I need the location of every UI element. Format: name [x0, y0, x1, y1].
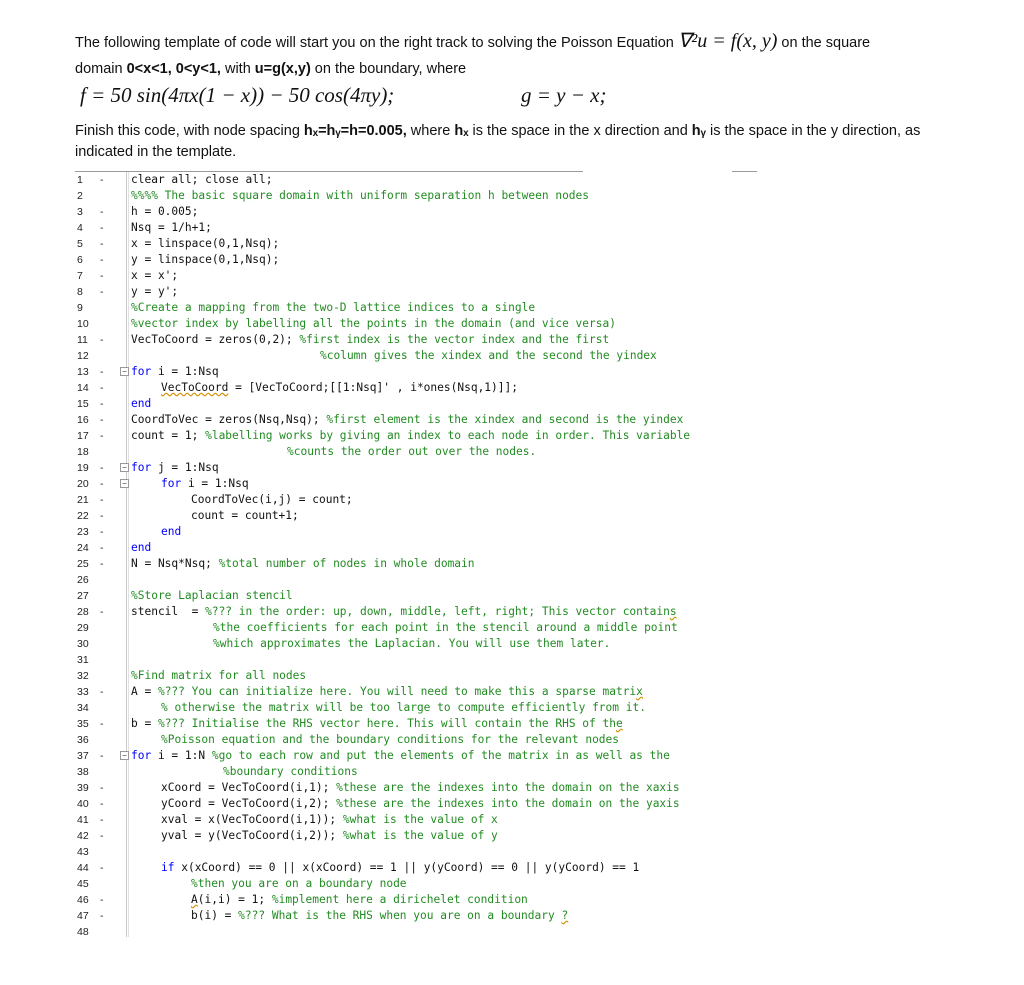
code-text: h = 0.005; [131, 205, 199, 218]
code-token: xCoord = VecToCoord(i,1); [161, 781, 337, 794]
code-line [75, 204, 775, 220]
line-number: 5 [77, 238, 83, 250]
code-text [131, 412, 683, 428]
code-text [131, 748, 670, 764]
code-editor[interactable] [75, 172, 775, 937]
comment-text: %implement here a dirichelet condition [271, 893, 528, 906]
comment-text: %Store Laplacian stencil [131, 589, 293, 602]
comment-text: %go to each row and put the elements of the matrix in as well as the [211, 749, 670, 762]
code-line [75, 828, 775, 844]
line-number: 21 [77, 494, 89, 506]
comment-text: % otherwise the matrix will be too large to compute efficiently from it. [161, 701, 646, 714]
code-token: i = 1:Nsq [151, 365, 219, 378]
code-line [75, 284, 775, 300]
code-line [75, 252, 775, 268]
line-number: 23 [77, 526, 89, 538]
line-number: 43 [77, 846, 89, 858]
comment-text: %the coefficients for each point in the stencil around a middle point [213, 621, 678, 634]
intro-text: on the square [777, 35, 871, 51]
line-number: 35 [77, 718, 89, 730]
line-number: 38 [77, 766, 89, 778]
keyword: if [161, 861, 175, 874]
finish-line-1 [75, 121, 920, 141]
line-number: 46 [77, 894, 89, 906]
code-text [131, 428, 690, 444]
intro-text: is the space in the y direction, as [705, 123, 921, 139]
code-text [131, 172, 272, 188]
code-line [75, 492, 775, 508]
code-text [161, 380, 518, 396]
line-number: 12 [77, 350, 89, 362]
code-text: x = x'; [131, 269, 179, 282]
comment-text: %Poisson equation and the boundary conditions for the relevant nodes [161, 733, 620, 746]
comment-text: %what is the value of y [342, 829, 498, 842]
code-token: i = 1:N [151, 749, 212, 762]
breakpoint-marker: - [100, 206, 104, 218]
comment-text: s [669, 605, 677, 618]
code-line [75, 572, 775, 588]
code-line [75, 764, 775, 780]
code-text: x = linspace(0,1,Nsq); [131, 237, 280, 250]
intro-text: domain [75, 61, 127, 77]
breakpoint-marker: - [100, 686, 104, 698]
code-text: CoordToVec(i,j) = count; [191, 493, 353, 506]
code-line [75, 636, 775, 652]
comment-text: %what is the value of x [342, 813, 498, 826]
code-line [75, 556, 775, 572]
hx-label: hₓ [454, 123, 469, 139]
code-line [75, 844, 775, 860]
code-token: VecToCoord [161, 381, 229, 394]
code-line [75, 716, 775, 732]
breakpoint-marker: - [100, 494, 104, 506]
line-number: 44 [77, 862, 89, 874]
code-text [161, 476, 249, 492]
breakpoint-marker: - [100, 542, 104, 554]
fold-collapse-icon[interactable]: − [120, 479, 129, 488]
code-token: i = 1:Nsq [181, 477, 249, 490]
line-number: 39 [77, 782, 89, 794]
code-token: yval = y(VecToCoord(i,2)); [161, 829, 343, 842]
fold-collapse-icon[interactable]: − [120, 463, 129, 472]
line-number: 29 [77, 622, 89, 634]
comment-text: %%%% The basic square domain with uniform separation h between nodes [131, 189, 590, 202]
breakpoint-marker: - [100, 382, 104, 394]
code-token: VecToCoord = zeros(0,2); [131, 333, 300, 346]
intro-text: on the boundary, where [310, 61, 467, 77]
code-token: b(i) = [191, 909, 239, 922]
breakpoint-marker: - [100, 782, 104, 794]
code-text: y = y'; [131, 285, 179, 298]
breakpoint-marker: - [100, 830, 104, 842]
intro-text: with [220, 61, 255, 77]
line-number: 41 [77, 814, 89, 826]
line-number: 6 [77, 254, 83, 266]
breakpoint-marker: - [100, 750, 104, 762]
line-number: 33 [77, 686, 89, 698]
comment-text: %first index is the vector index and the first [299, 333, 610, 346]
line-number: 27 [77, 590, 89, 602]
code-line [75, 172, 775, 188]
code-line [75, 524, 775, 540]
code-text [161, 828, 498, 844]
line-number: 34 [77, 702, 89, 714]
line-number: 24 [77, 542, 89, 554]
comment-text: x [636, 685, 643, 698]
line-number: 18 [77, 446, 89, 458]
breakpoint-marker: - [100, 798, 104, 810]
keyword: for [161, 477, 182, 490]
code-line [75, 476, 775, 492]
intro-line-1 [75, 31, 870, 53]
code-line [75, 684, 775, 700]
comment-text: e [615, 717, 623, 730]
code-token: CoordToVec = zeros(Nsq,Nsq); [131, 413, 327, 426]
line-number: 10 [77, 318, 89, 330]
breakpoint-marker: - [100, 718, 104, 730]
breakpoint-marker: - [100, 398, 104, 410]
comment-text: %which approximates the Laplacian. You will use them later. [213, 637, 611, 650]
comment-text: %??? in the order: up, down, middle, left, right; This vector contain [205, 605, 670, 618]
comment-text: %??? What is the RHS when you are on a boundary [238, 909, 562, 922]
line-number: 20 [77, 478, 89, 490]
code-line [75, 780, 775, 796]
equation-g: g = y − x; [521, 83, 607, 107]
breakpoint-marker: - [100, 526, 104, 538]
line-number: 1 [77, 174, 83, 186]
code-line [75, 860, 775, 876]
breakpoint-marker: - [100, 286, 104, 298]
line-number: 8 [77, 286, 83, 298]
comment-text: %vector index by labelling all the points in the domain (and vice versa) [131, 317, 616, 330]
line-number: 17 [77, 430, 89, 442]
code-token: = [VecToCoord;[[1:Nsq]' , i*ones(Nsq,1)]]; [228, 381, 518, 394]
line-number: 25 [77, 558, 89, 570]
line-number: 48 [77, 926, 89, 938]
hy-label: hᵧ [691, 123, 706, 139]
code-line [75, 412, 775, 428]
code-text [131, 364, 219, 380]
code-token: N = Nsq*Nsq; [131, 557, 219, 570]
code-line [75, 508, 775, 524]
code-line [75, 892, 775, 908]
code-token: A [191, 893, 198, 906]
fold-collapse-icon[interactable]: − [120, 367, 129, 376]
intro-text: The following template of code will start you on the right track to solving the Poisson Equation [75, 35, 678, 51]
domain-spec: 0<x<1, 0<y<1, [126, 61, 221, 77]
code-line [75, 924, 775, 940]
code-text [131, 460, 219, 476]
line-number: 16 [77, 414, 89, 426]
code-token: count = 1; [131, 429, 206, 442]
code-line [75, 364, 775, 380]
code-token: clear all; close all; [131, 173, 273, 186]
line-number: 36 [77, 734, 89, 746]
breakpoint-marker: - [100, 894, 104, 906]
code-text: Nsq = 1/h+1; [131, 221, 212, 234]
intro-text: is the space in the x direction and [468, 123, 692, 139]
intro-text: where [406, 123, 455, 139]
line-number: 26 [77, 574, 89, 586]
code-line [75, 396, 775, 412]
comment-text: ? [561, 909, 569, 922]
line-number: 19 [77, 462, 89, 474]
line-number: 42 [77, 830, 89, 842]
line-number: 4 [77, 222, 83, 234]
code-line [75, 604, 775, 620]
code-text [131, 604, 677, 620]
equation-f: f = 50 sin(4πx(1 − x)) − 50 cos(4πy); [80, 83, 395, 107]
line-number: 30 [77, 638, 89, 650]
code-text [161, 796, 680, 812]
comment-text: %boundary conditions [223, 765, 358, 778]
code-text: y = linspace(0,1,Nsq); [131, 253, 280, 266]
code-line [75, 236, 775, 252]
intro-line-2 [75, 59, 466, 79]
code-line [75, 444, 775, 460]
keyword: for [131, 365, 152, 378]
keyword: end [131, 397, 152, 410]
code-text [161, 860, 639, 876]
code-line [75, 812, 775, 828]
code-text [191, 908, 568, 924]
poisson-equation: ∇²u = f(x, y) [677, 30, 778, 52]
breakpoint-marker: - [100, 910, 104, 922]
comment-text: %total number of nodes in whole domain [218, 557, 475, 570]
code-line [75, 300, 775, 316]
comment-text: %counts the order out over the nodes. [287, 445, 537, 458]
breakpoint-marker: - [100, 414, 104, 426]
line-number: 13 [77, 366, 89, 378]
code-text [161, 780, 680, 796]
code-token: x(xCoord) == 0 || x(xCoord) == 1 || y(yCoord) == 0 || y(yCoord) == 1 [174, 861, 640, 874]
code-token: j = 1:Nsq [151, 461, 219, 474]
code-line [75, 220, 775, 236]
code-line [75, 380, 775, 396]
code-text [131, 556, 475, 572]
code-text [191, 892, 528, 908]
code-text [131, 332, 609, 348]
breakpoint-marker: - [100, 366, 104, 378]
comment-text: %column gives the xindex and the second the yindex [320, 349, 657, 362]
line-number: 22 [77, 510, 89, 522]
spacing-spec: hₓ=hᵧ=h=0.005, [303, 123, 407, 139]
code-line [75, 748, 775, 764]
line-number: 15 [77, 398, 89, 410]
line-number: 32 [77, 670, 89, 682]
line-number: 9 [77, 302, 83, 314]
keyword: end [161, 525, 182, 538]
comment-text: %first element is the xindex and second is the yindex [326, 413, 684, 426]
comment-text: %??? Initialise the RHS vector here. This will contain the RHS of th [157, 717, 616, 730]
comment-text: %these are the indexes into the domain on the yaxis [336, 797, 680, 810]
code-text [131, 684, 643, 700]
comment-text: %then you are on a boundary node [191, 877, 407, 890]
breakpoint-marker: - [100, 862, 104, 874]
line-number: 14 [77, 382, 89, 394]
code-text [131, 716, 623, 732]
breakpoint-marker: - [100, 510, 104, 522]
code-line [75, 428, 775, 444]
breakpoint-marker: - [100, 430, 104, 442]
code-line [75, 348, 775, 364]
line-number: 2 [77, 190, 83, 202]
code-token: (i,i) = 1; [197, 893, 272, 906]
code-line [75, 668, 775, 684]
boundary-condition: u=g(x,y) [254, 61, 311, 77]
keyword: for [131, 461, 152, 474]
breakpoint-marker: - [100, 174, 104, 186]
breakpoint-marker: - [100, 254, 104, 266]
finish-line-2: indicated in the template. [75, 144, 237, 160]
code-line [75, 268, 775, 284]
code-token: stencil = [131, 605, 206, 618]
line-number: 28 [77, 606, 89, 618]
line-number: 11 [77, 334, 88, 346]
code-line [75, 540, 775, 556]
code-line [75, 876, 775, 892]
code-token: yCoord = VecToCoord(i,2); [161, 797, 337, 810]
code-token: b = [131, 717, 158, 730]
line-number: 31 [77, 654, 89, 666]
comment-text: %Find matrix for all nodes [131, 669, 307, 682]
code-text: count = count+1; [191, 509, 299, 522]
breakpoint-marker: - [100, 222, 104, 234]
comment-text: %these are the indexes into the domain on the xaxis [336, 781, 680, 794]
breakpoint-marker: - [100, 238, 104, 250]
code-text [161, 812, 498, 828]
code-line [75, 588, 775, 604]
code-token: xval = x(VecToCoord(i,1)); [161, 813, 343, 826]
code-token: A = [131, 685, 158, 698]
code-line [75, 700, 775, 716]
comment-text: %Create a mapping from the two-D lattice indices to a single [131, 301, 536, 314]
breakpoint-marker: - [100, 606, 104, 618]
keyword: end [131, 541, 152, 554]
breakpoint-marker: - [100, 334, 104, 346]
intro-text: Finish this code, with node spacing [75, 123, 304, 139]
comment-text: %labelling works by giving an index to each node in order. This variable [205, 429, 691, 442]
breakpoint-marker: - [100, 270, 104, 282]
code-line [75, 908, 775, 924]
code-line [75, 796, 775, 812]
breakpoint-marker: - [100, 814, 104, 826]
line-number: 37 [77, 750, 89, 762]
line-number: 7 [77, 270, 83, 282]
keyword: for [131, 749, 152, 762]
code-line [75, 732, 775, 748]
code-line [75, 316, 775, 332]
breakpoint-marker: - [100, 558, 104, 570]
line-number: 47 [77, 910, 89, 922]
code-line [75, 188, 775, 204]
breakpoint-marker: - [100, 478, 104, 490]
code-line [75, 620, 775, 636]
comment-text: %??? You can initialize here. You will need to make this a sparse matri [157, 685, 637, 698]
code-line [75, 332, 775, 348]
breakpoint-marker: - [100, 462, 104, 474]
code-line [75, 652, 775, 668]
line-number: 40 [77, 798, 89, 810]
line-number: 45 [77, 878, 89, 890]
line-number: 3 [77, 206, 83, 218]
code-line [75, 460, 775, 476]
fold-collapse-icon[interactable]: − [120, 751, 129, 760]
